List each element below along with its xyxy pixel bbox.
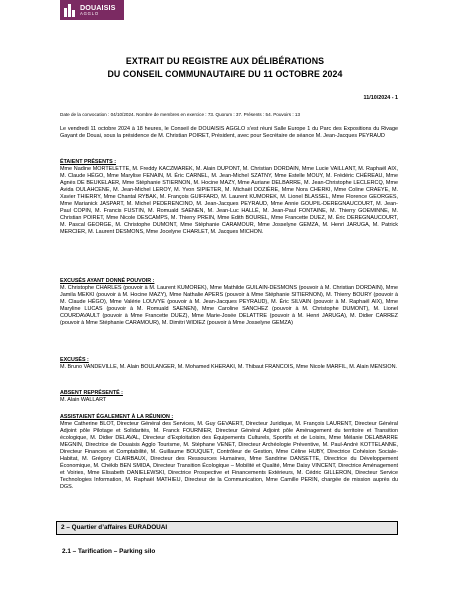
excused-section (60, 357, 398, 371)
excused-with-power-list: M. Christophe CHARLES (pouvoir à M. Laurent KUMOREK), Mme Mathilde GUILAIN-DESMONS (pouvoir à M. Christian DORDAIN), Mme Jamila MEKKI (pouvoir à M. Hocine MAZY), Mme Nathalie APERS (pouvoir à Mme Stéphanie SITIERNON), M. Thierry BOURY (pouvoir à M. Claude HÉGO), Mme Valérie LOUVYE (pouvoir à M. Jean-Jacques PEYRAUD), M. Éric SILVAIN (pouvoir à M. Raphaël AIX), Mme Maryline LUCAS (pouvoir à M. Romuald SAENEN), Mme Caroline SANCHEZ (pouvoir à M. Christophe DUMONT), M. Lionel COURDAVAULT (pouvoir à Mme Francette DUEZ), Mme Marie-Josée DELATTRE (pouvoir à M. Henri JARUGA), M. Didier CARREZ (pouvoir à Mme Stéphanie CARAMOUR), M. Dimitri WIDIEZ (pouvoir à Mme Josselyne GEMZA) (60, 285, 398, 327)
intro-text: Le vendredi 11 octobre 2024 à 18 heures, le Conseil de DOUAISIS AGGLO s’est réuni Salle Europe 1 du Parc des Expositions du Rivage Gayant de Douai, sous la présidence de M. Christian POIRET, Président, avec pour Secrétaire de séance M. Jean-Jacques PEYRAUD (60, 126, 398, 140)
intro-paragraph (60, 126, 398, 140)
section-heading-bar: 2 – Quartier d’affaires EURADOUAI (56, 521, 398, 535)
douaisis-agglo-logo (60, 0, 124, 20)
presents-list: Mme Nadine MORTELETTE, M. Freddy KACZMAREK, M. Alain DUPONT, M. Christian DORDAIN, Mme Lucie VAILLANT, M. Raphaël AIX, M. Claude HÉGO, Mme Marylise FENAIN, M. Éric CARNEL, M. Jean-Michel SZATNY, Mme Estelle MOUY, M. Frédéric CHÉREAU, Mme Agnès DE BEUKELAER, Mme Stéphanie STIERNON, M. Hocine MAZY, Mme Auriane DELBARRE, M. Jean-Christophe LECLERCQ, Mme Avida OULAHCENE, M. Jean-Michel LEROY, M. Yvon SIPIETER, M. Michaël DOZIÈRE, Mme Nora CHERKI, Mme Coline CRAEYE, M. Xavier THIERRY, Mme Chantal RYBAK, M. François GUIFFARD, M. Laurent KUMOREK, M. Lionel BLASSEL, Mme Florence GEORGES, Mme Marianick JASPART, M. Michel PEDERENCINO, M. Jean-Jacques PEYRAUD, Mme Annie GOUPIL-DEREGNAUCOURT, M. Jean-Paul COPIN, M. Francis FUSTIN, M. Romuald SAENEN, M. Jean-Luc HALLÉ, M. Jean-Paul FONTAINE, M. Thierry GOEMINNE, M. Christian POIRET, Mme Nicole DESCAMPS, M. Thierry PREIN, Mme Edith BOUREL, Mme Francette DUEZ, M. Éric DEREGNAUCOURT, M. Pascal GEORGE, M. Christophe DUMONT, Mme Stéphanie CARAMOUR, Mme Josselyne GEMZA, M. Henri JARUGA, M. Patrick MERCIER, M. Laurent DESMONS, Mme Jocelyne CHARLET, M. Jacques MICHON. (60, 166, 398, 236)
presents-heading: ÉTAIENT PRÉSENTS : (60, 159, 117, 165)
logo-name: DOUAISIS (80, 2, 116, 12)
subsection-heading: 2.1 – Tarification – Parking silo (62, 548, 156, 555)
absent-section (60, 390, 398, 404)
excused-with-power-section (60, 278, 398, 327)
document-title-line-2: DU CONSEIL COMMUNAUTAIRE DU 11 OCTOBRE 2024 (107, 69, 343, 79)
attending-section (60, 414, 398, 492)
logo-bars-icon (64, 3, 76, 17)
absent-heading: ABSENT REPRÉSENTÉ : (60, 390, 123, 396)
attending-list: Mme Catherine BLOT, Directeur Général des Services, M. Guy GEVAERT, Directeur Juridique, M. François LAURENT, Directeur Général Adjoint pôle Pilotage et Solidarités, M. Franck FOURNIER, Directeur Général Adjoint pôle Aménagement du territoire et Transition écologique, M. Didier DELAVAL, Directeur d’Exploitation des Équipements Culturels, Sportifs et de Loisirs, Mme Mélanie DELABARRE MEGNIN, Directrice de Douaisis Agglo Tourisme, M. Stéphane VENET, Directeur Archéologie Préventive, M. Paul-André KOTTELANNE, Directeur Finances et Comptabilité, M. Guillaume BOUQUET, Contrôleur de Gestion, Mme Céline HUBY, Directrice Cohésion Sociale-Habitat, M. Grégory CLAIRBAUX, Directeur des Ressources Humaines, Mme Sandrine DANSETTE, Directrice du Développement Économique, M. Chékib BEN SMIDA, Directeur Transition Écologique – Mobilité et Qualité, Mme Daisy VINCENT, Directrice Aménagement et Voiries, Mme Elisabeth DANIELEWSKI, Directrice Prospective et Financements Extérieurs, M. Cédric GILLERON, Directeur Service Technologies Information, M. Raphaël MATHIEU, Directeur de la Communication, Mme Camille PERIN, chargée de mission auprès du DGS. (60, 421, 398, 491)
absent-list: M. Alain WALLART (60, 397, 107, 404)
excused-heading: EXCUSÉS : (60, 357, 89, 363)
presents-section (60, 159, 398, 237)
document-title-line-1: EXTRAIT DU REGISTRE AUX DÉLIBÉRATIONS (125, 56, 325, 66)
logo-subtitle: AGGLO (80, 11, 99, 16)
attending-heading: ASSISTAIENT ÉGALEMENT À LA RÉUNION : (60, 414, 174, 420)
excused-with-power-heading: EXCUSÉS AYANT DONNÉ POUVOIR : (60, 278, 155, 284)
meeting-metadata: Date de la convocation : 04/10/2024. Nombre de membres en exercice : 73. Quorum : 37. Présents : 54. Pouvoirs : 13 (60, 112, 301, 117)
excused-list: M. Bruno VANDEVILLE, M. Alain BOULANGER, M. Mohamed KHERAKI, M. Thibaut FRANCOIS, Mme Nicole MARFIL, M. Alain MENSION. (60, 364, 398, 371)
date-reference: 11/10/2024 - 1 (363, 95, 398, 101)
